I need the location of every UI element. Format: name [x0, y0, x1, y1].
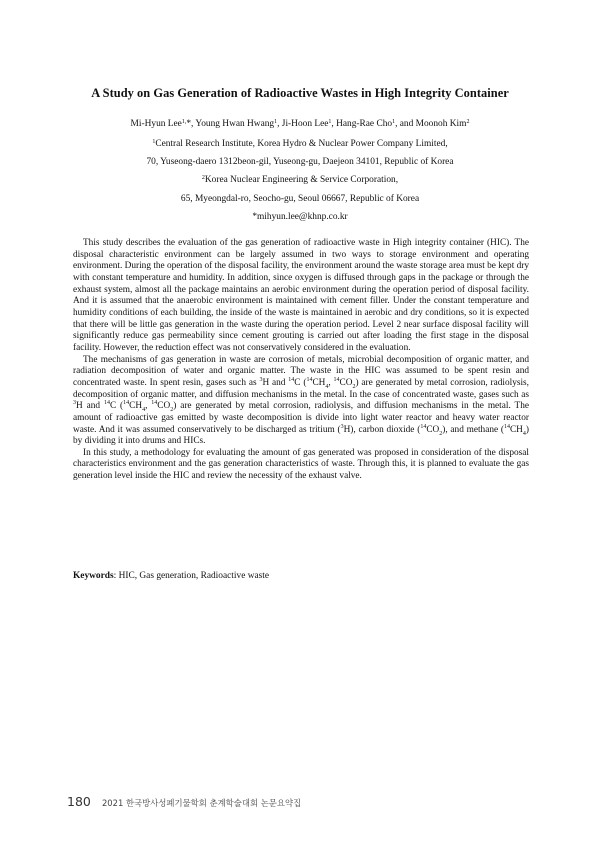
- author-4-affiliation: 1: [392, 119, 396, 125]
- page-number: 180: [67, 794, 91, 809]
- author-5: , and Moonoh Kim: [395, 119, 467, 129]
- affiliation-2-address: 65, Myeongdal-ro, Seocho-gu, Seoul 06667, Republic of Korea: [180, 194, 420, 204]
- abstract-body: [73, 238, 529, 483]
- keywords-label: Keywords: [73, 571, 114, 581]
- keywords-value: : HIC, Gas generation, Radioactive waste: [113, 571, 270, 581]
- author-1-affiliation: 1,: [181, 119, 187, 125]
- paper-title: A Study on Gas Generation of Radioactive Wastes in High Integrity Container: [91, 86, 509, 100]
- affiliation-2-marker: 2: [201, 175, 205, 181]
- proceedings-name: 2021 한국방사성폐기물학회 춘계학술대회 논문요약집: [101, 798, 302, 808]
- author-3-affiliation: 1: [328, 119, 332, 125]
- affiliation-2-name: Korea Nuclear Engineering & Service Corporation,: [204, 175, 399, 185]
- affiliation-1-address: 70, Yuseong-daero 1312beon-gil, Yuseong-gu, Daejeon 34101, Republic of Korea: [146, 157, 454, 167]
- affiliation-2-line-1: [40, 174, 560, 186]
- keywords-line: [73, 571, 529, 581]
- affiliation-1-line-1: [40, 138, 560, 150]
- abstract-paragraph-3: In this study, a methodology for evaluating the amount of gas generated was proposed in consideration of the disposal characteristics environment and the gas generation characteristics of waste. Through this, it is planned to evaluate the gas generation level inside the HIC and review the necessity of the exhaust valve.: [73, 447, 529, 482]
- author-4: , Hang-Rae Cho: [331, 119, 393, 129]
- page-footer: [67, 791, 301, 810]
- affiliation-1-marker: 1: [152, 139, 156, 145]
- author-1: Mi-Hyun Lee: [130, 119, 182, 129]
- author-2: *, Young Hwan Hwang: [186, 119, 275, 129]
- abstract-paragraph-2: The mechanisms of gas generation in waste are corrosion of metals, microbial decomposition of organic matter, and radiation decomposition of water and organic matter. The waste in the HIC was assumed to be spent resin and concentrated waste. In spent resin, gases such as $^3$H and $^{14}$C ($^{14}CH_4$, $^{14}CO_2$) are generated by metal corrosion, radiolysis, decomposition of organic matter, and diffusion mechanisms in the metal. In the case of concentrated waste, gases such as $^3$H and $^{14}$C ($^{14}CH_4$, $^{14}CO_2$) are generated by metal corrosion, radiolysis, and diffusion mechanisms in the metal. The amount of radioactive gas emitted by waste decomposition is divide into light water reactor and heavy water reactor waste. And it was assumed conservatively to be discharged as tritium ($^3$H), carbon dioxide $(^{14}CO_2)$, and methane $(^{14}CH_4)$ by dividing it into drums and HICs.: [73, 354, 530, 447]
- author-3: , Ji-Hoon Lee: [277, 119, 329, 129]
- abstract-paragraph-1: This study describes the evaluation of the gas generation of radioactive waste in High integrity container (HIC). The disposal characteristic environment can be largely assumed in two ways to storage environment and operating environment. During the operation of the disposal facility, the environment around the waste storage area must be kept dry with constant temperature and humidity. In addition, since oxygen is diffused through gaps in the package or through the exhaust system, almost all the package maintains an aerobic environment during the operation period of disposal facility. And it is assumed that the anaerobic environment is maintained with cement filler. Under the constant temperature and humidity conditions of each building, the inside of the waste is maintained in aerobic and dry conditions, so it is expected that there will be little gas generation in the waste during the operation period. Level 2 near surface disposal facility will significantly reduce gas permeability since cement grouting is carried out after loading the first stage in the disposal facility. However, the reduction effect was not conservatively considered in the evaluation.: [73, 238, 529, 353]
- author-2-affiliation: 1: [274, 119, 278, 125]
- corresponding-email: *mihyun.lee@khnp.co.kr: [252, 212, 348, 222]
- author-list: [40, 118, 560, 130]
- author-5-affiliation: 2: [466, 119, 470, 125]
- affiliation-1-name: Central Research Institute, Korea Hydro & Nuclear Power Company Limited,: [155, 139, 448, 149]
